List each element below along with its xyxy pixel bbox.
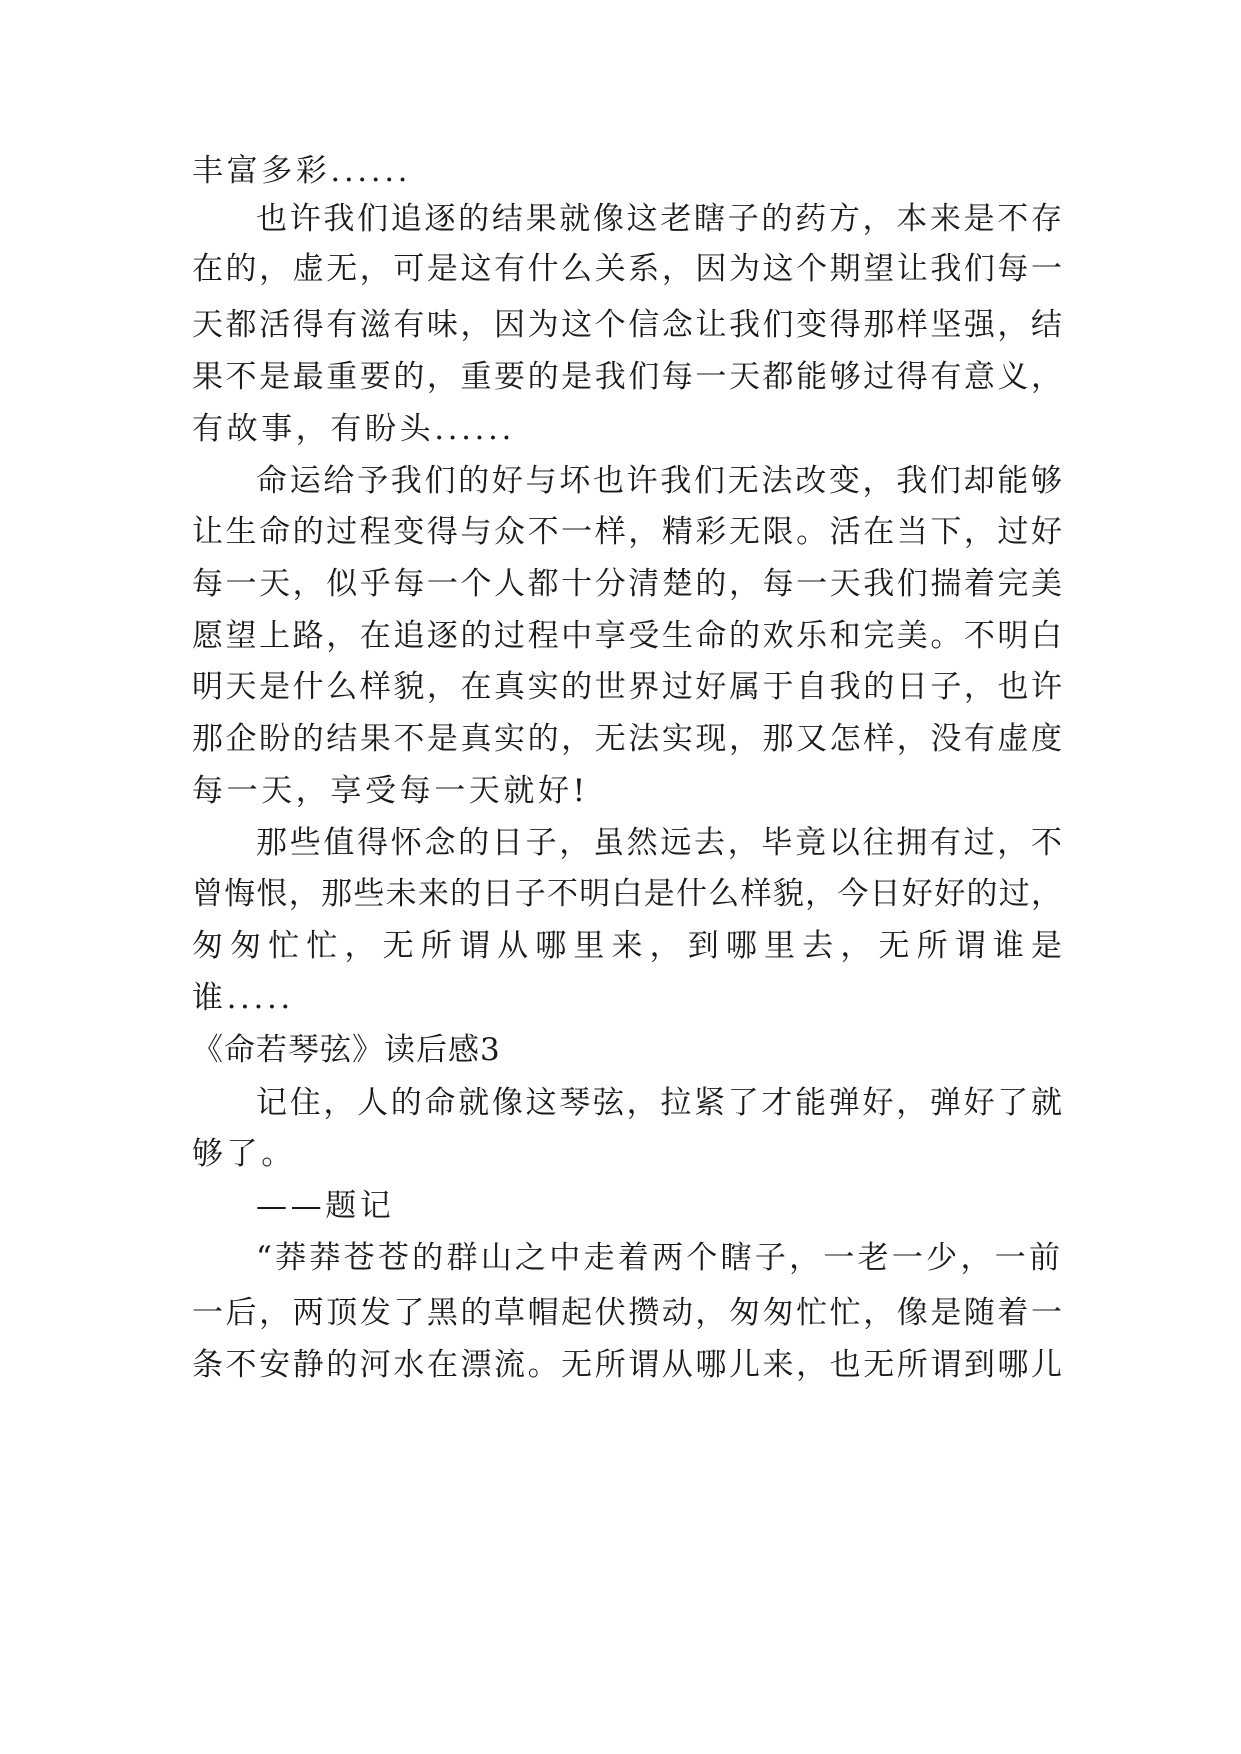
paragraph-first-line: 命运给予我们的好与坏也许我们无法改变，我们却能够 bbox=[256, 463, 1062, 499]
text-line: 愿望上路，在追逐的过程中享受生命的欢乐和完美。不明白 bbox=[192, 618, 1062, 654]
paragraph-first-line: 也许我们追逐的结果就像这老瞎子的药方，本来是不存 bbox=[256, 201, 1062, 237]
text-line: 有故事，有盼头...... bbox=[192, 411, 515, 447]
paragraph-first-line: “莽莽苍苍的群山之中走着两个瞎子，一老一少，一前 bbox=[256, 1240, 1062, 1276]
text-line: 匆匆忙忙，无所谓从哪里来，到哪里去，无所谓谁是 bbox=[192, 928, 1062, 964]
text-line: 天都活得有滋有味，因为这个信念让我们变得那样坚强，结 bbox=[192, 307, 1062, 343]
paragraph-first-line: 那些值得怀念的日子，虽然远去，毕竟以往拥有过，不 bbox=[256, 825, 1062, 861]
text-line: 曾悔恨，那些未来的日子不明白是什么样貌，今日好好的过， bbox=[192, 876, 1062, 912]
text-line: 那企盼的结果不是真实的，无法实现，那又怎样，没有虚度 bbox=[192, 721, 1062, 757]
section-heading: 《命若琴弦》读后感3 bbox=[192, 1032, 501, 1068]
text-line: 每一天，似乎每一个人都十分清楚的，每一天我们揣着完美 bbox=[192, 566, 1062, 602]
text-line: 每一天，享受每一天就好! bbox=[192, 773, 589, 809]
text-line: 让生命的过程变得与众不一样，精彩无限。活在当下，过好 bbox=[192, 514, 1062, 550]
text-line: 够了。 bbox=[192, 1136, 296, 1172]
text-line: 一后，两顶发了黑的草帽起伏攒动，匆匆忙忙，像是随着一 bbox=[192, 1295, 1062, 1331]
text-line: 果不是最重要的，重要的是我们每一天都能够过得有意义， bbox=[192, 359, 1062, 395]
text-line: 丰富多彩...... bbox=[192, 153, 412, 189]
text-line: 谁..... bbox=[192, 980, 294, 1016]
text-line: 在的，虚无，可是这有什么关系，因为这个期望让我们每一 bbox=[192, 251, 1062, 287]
epigraph-attribution: ——题记 bbox=[256, 1188, 395, 1224]
paragraph-first-line: 记住，人的命就像这琴弦，拉紧了才能弹好，弹好了就 bbox=[256, 1085, 1062, 1121]
text-line: 明天是什么样貌，在真实的世界过好属于自我的日子，也许 bbox=[192, 669, 1062, 705]
text-line: 条不安静的河水在漂流。无所谓从哪儿来，也无所谓到哪儿 bbox=[192, 1347, 1062, 1383]
